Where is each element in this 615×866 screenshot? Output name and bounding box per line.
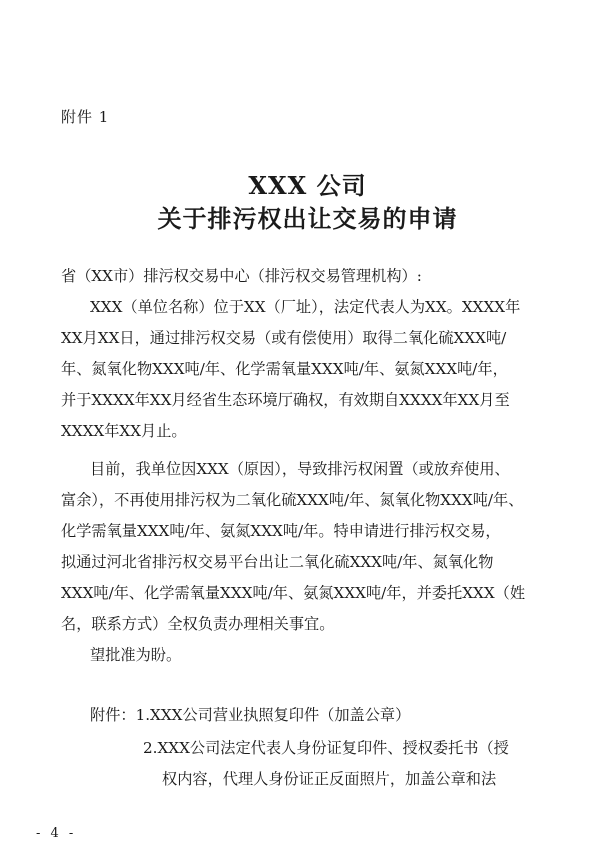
paragraph-line: 名，联系方式）全权负责办理相关事宜。 (61, 615, 335, 633)
paragraph-line: 并于XXXX年XX月经省生态环境厅确权，有效期自XXXX年XX月至 (61, 391, 510, 409)
title-subject: 关于排污权出让交易的申请 (157, 204, 458, 233)
paragraph-line: XXX（单位名称）位于XX（厂址），法定代表人为XX。XXXX年 (90, 298, 521, 316)
title-company: XXX 公司 (248, 171, 367, 200)
paragraph-line: 目前，我单位因XXX（原因），导致排污权闲置（或放弃使用、 (90, 460, 510, 478)
paragraph-line: XXXX年XX月止。 (61, 422, 187, 440)
paragraph-line: 拟通过河北省排污权交易平台出让二氧化硫XXX吨/年、氮氧化物 (61, 553, 494, 571)
salutation: 省（XX市）排污权交易中心（排污权交易管理机构）: (61, 267, 422, 285)
paragraph-line: 富余），不再使用排污权为二氧化硫XXX吨/年、氮氧化物XXX吨/年、 (61, 491, 524, 509)
closing-line: 望批准为盼。 (90, 646, 182, 664)
paragraph-line: 年、氮氧化物XXX吨/年、化学需氧量XXX吨/年、氨氮XXX吨/年， (61, 360, 508, 378)
page-number: - 4 - (36, 826, 77, 841)
attachment-item-2: 2.XXX公司法定代表人身份证复印件、授权委托书（授 (143, 739, 509, 757)
attachment-item-1: 附件：1.XXX公司营业执照复印件（加盖公章） (90, 706, 411, 724)
paragraph-line: XX月XX日，通过排污权交易（或有偿使用）取得二氧化硫XXX吨/ (61, 329, 507, 347)
attachment-label: 附件 1 (61, 108, 110, 126)
paragraph-line: 化学需氧量XXX吨/年、氨氮XXX吨/年。特申请进行排污权交易， (61, 522, 501, 540)
attachment-item-2-cont: 权内容，代理人身份证正反面照片，加盖公章和法 (162, 770, 497, 788)
paragraph-line: XXX吨/年、化学需氧量XXX吨/年、氨氮XXX吨/年，并委托XXX（姓 (61, 584, 526, 602)
